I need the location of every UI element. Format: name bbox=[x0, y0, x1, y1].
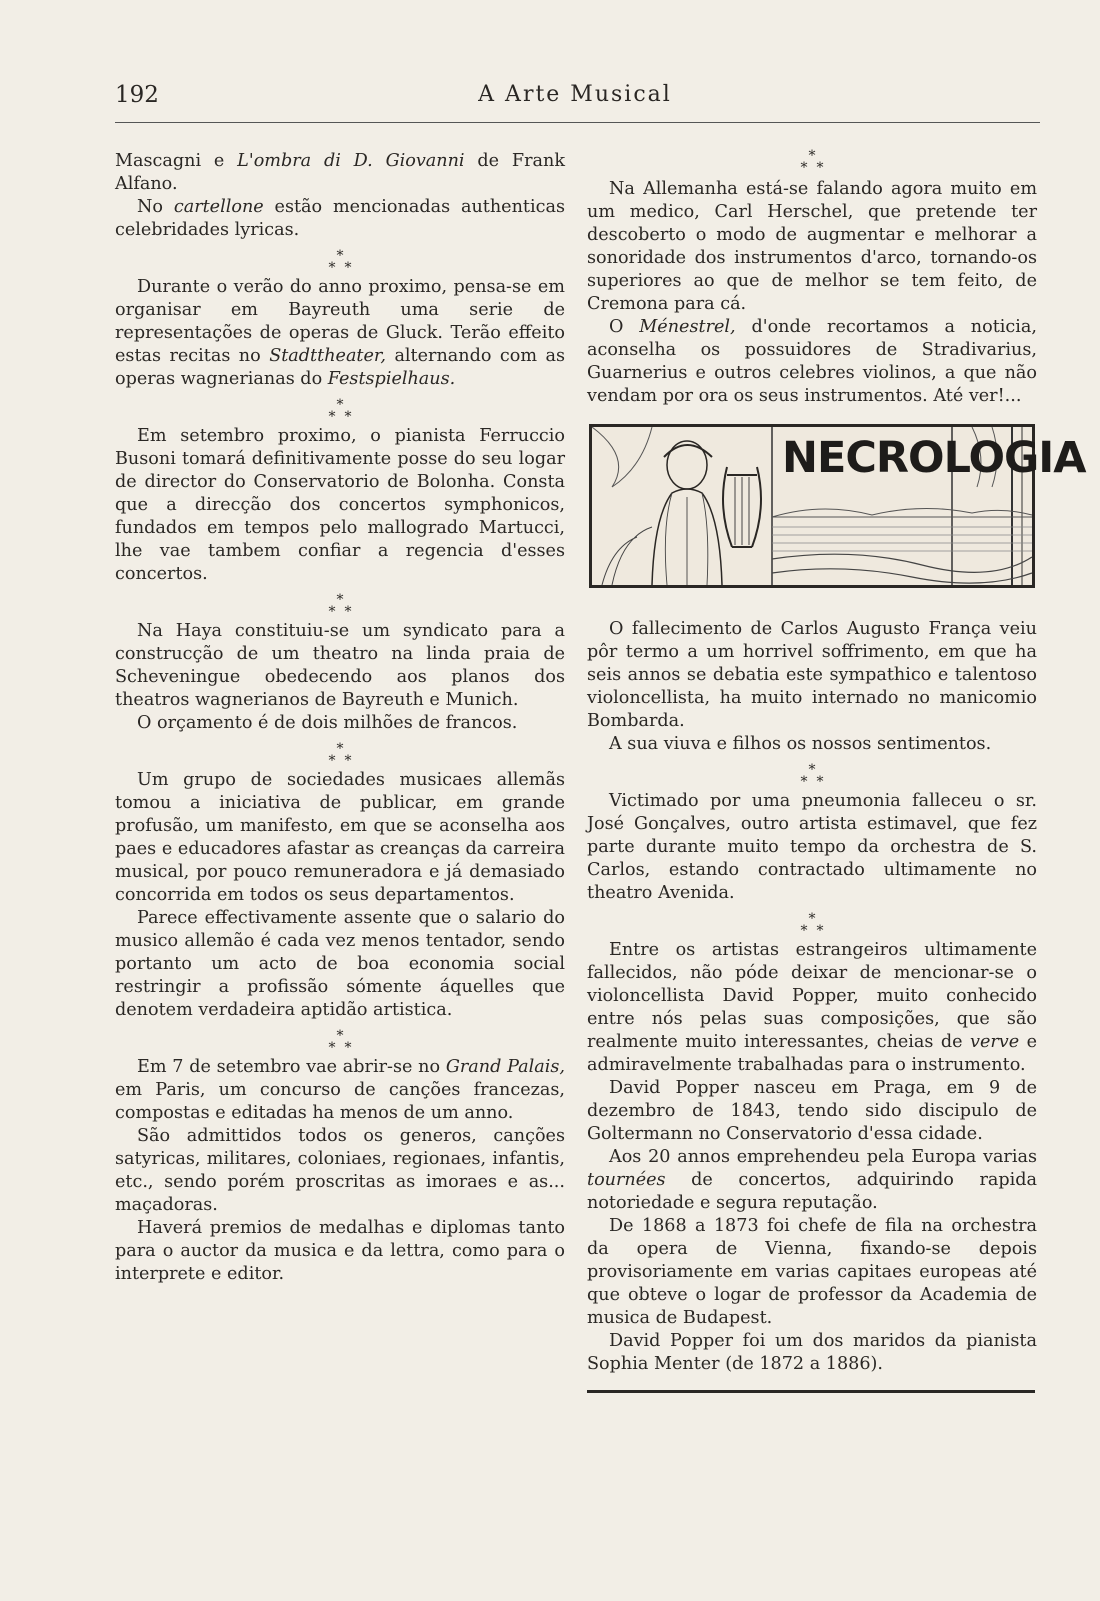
right-column bbox=[587, 148, 1086, 1393]
running-title: A Arte Musical bbox=[478, 82, 672, 107]
necrologia-banner bbox=[589, 424, 1086, 588]
paragraph: O fallecimento de Carlos Augusto França veiu pôr termo a um horrivel soffrimento, em que ha seis annos se debatia este sympathico e talentoso violoncellista, ha muito internado no manicomio Bombarda. bbox=[587, 619, 1037, 731]
asterism-separator: * * * bbox=[328, 248, 352, 276]
asterism-separator: * * * bbox=[328, 397, 352, 425]
paragraph: A sua viuva e filhos os nossos sentimentos. bbox=[609, 734, 992, 754]
paragraph: Haverá premios de medalhas e diplomas tanto para o auctor da musica e da lettra, como para o interprete e editor. bbox=[115, 1218, 565, 1284]
paragraph: Entre os artistas estrangeiros ultimamente fallecidos, não póde deixar de mencionar-se o violoncellista David Popper, muito conhecido entre nós pelas suas composições, que são realmente muito interessantes, cheias de verve e admiravelmente trabalhadas para o instrumento. bbox=[587, 940, 1037, 1075]
paragraph: São admittidos todos os generos, canções satyricas, militares, coloniaes, regionaes, infantis, etc., sendo porém proscritas as imoraes e as... maçadoras. bbox=[115, 1126, 565, 1215]
asterism-separator: * * * bbox=[800, 148, 824, 176]
paragraph: Em 7 de setembro vae abrir-se no Grand Palais, em Paris, um concurso de canções francezas, compostas e editadas ha menos de um anno. bbox=[115, 1057, 566, 1123]
paragraph: David Popper foi um dos maridos da pianista Sophia Menter (de 1872 a 1886). bbox=[587, 1331, 1037, 1374]
page-number: 192 bbox=[115, 82, 159, 108]
paragraph: Aos 20 annos emprehendeu pela Europa varias tournées de concertos, adquirindo rapida notoriedade e segura reputação. bbox=[587, 1147, 1037, 1213]
paragraph: Mascagni e L'ombra di D. Giovanni de Frank Alfano. bbox=[115, 151, 565, 194]
asterism-separator: * * * bbox=[328, 741, 352, 769]
article-end-rule bbox=[587, 1390, 1035, 1393]
paragraph: Victimado por uma pneumonia falleceu o sr. José Gonçalves, outro artista estimavel, que fez parte durante muito tempo da orchestra de S. Carlos, estando contractado ultimamente no theatro Avenida. bbox=[587, 791, 1037, 903]
paragraph: Parece effectivamente assente que o salario do musico allemão é cada vez menos tentador, sendo portanto um acto de boa economia social restringir a profissão sómente áquelles que denotem verdadeira aptidão artistica. bbox=[115, 908, 565, 1020]
asterism-separator: * * * bbox=[800, 762, 824, 790]
asterism-separator: * * * bbox=[800, 911, 824, 939]
header-rule bbox=[115, 122, 1040, 123]
paragraph: Na Haya constituiu-se um syndicato para a construcção de um theatro na linda praia de Scheveningue obedecendo aos planos dos theatros wagnerianos de Bayreuth e Munich. bbox=[115, 621, 565, 710]
paragraph: David Popper nasceu em Praga, em 9 de dezembro de 1843, tendo sido discipulo de Goltermann no Conservatorio d'essa cidade. bbox=[587, 1078, 1037, 1144]
necrologia-title: NECROLOGIA bbox=[782, 433, 1086, 483]
asterism-separator: * * * bbox=[328, 1028, 352, 1056]
paragraph: O Ménestrel, d'onde recortamos a noticia, aconselha os possuidores de Stradivarius, Guarnerius e outros celebres violinos, a que não vendam por ora os seus instrumentos. Até ver!... bbox=[587, 317, 1037, 406]
paragraph: Em setembro proximo, o pianista Ferruccio Busoni tomará definitivamente posse do seu logar de director do Conservatorio de Bolonha. Consta que a direcção dos concertos symphonicos, fundados em tempos pelo mallogrado Martucci, lhe vae tambem confiar a regencia d'esses concertos. bbox=[115, 426, 565, 584]
paragraph: O orçamento é de dois milhões de francos. bbox=[137, 713, 518, 733]
paragraph: De 1868 a 1873 foi chefe de fila na orchestra da opera de Vienna, fixando-se depois provisoriamente em varias capitaes europeas até que obteve o logar de professor da Academia de musica de Budapest. bbox=[587, 1216, 1037, 1328]
paragraph: Na Allemanha está-se falando agora muito em um medico, Carl Herschel, que pretende ter descoberto o modo de augmentar e melhorar a sonoridade dos instrumentos d'arco, tornando-os superiores ao que de melhor se tem feito, de Cremona para cá. bbox=[587, 179, 1037, 314]
page-header bbox=[115, 82, 1035, 122]
paragraph: Um grupo de sociedades musicaes allemãs tomou a iniciativa de publicar, em grande profusão, um manifesto, em que se aconselha aos paes e educadores afastar as creanças da carreira musical, por pouco remuneradora e já demasiado concorrida em todos os seus departamentos. bbox=[115, 770, 565, 905]
paragraph: Durante o verão do anno proximo, pensa-se em organisar em Bayreuth uma serie de representações de operas de Gluck. Terão effeito estas recitas no Stadttheater, alternando com as operas wagnerianas do Festspielhaus. bbox=[115, 277, 565, 389]
asterism-separator: * * * bbox=[328, 592, 352, 620]
left-column bbox=[115, 150, 565, 1286]
paragraph: No cartellone estão mencionadas authenticas celebridades lyricas. bbox=[115, 197, 565, 240]
